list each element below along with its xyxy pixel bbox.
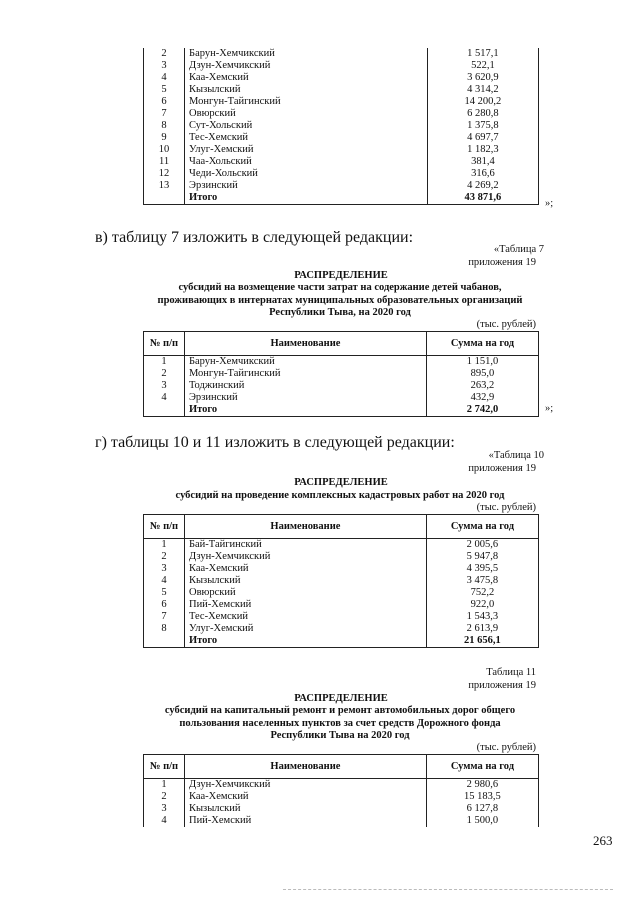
- row-name: Бай-Тайгинский: [184, 539, 426, 552]
- row-number: 2: [144, 48, 185, 60]
- page-number: 263: [593, 833, 613, 848]
- table10-subtitle: [120, 490, 560, 501]
- row-number: 11: [144, 156, 185, 168]
- row-number: 3: [144, 803, 185, 815]
- header-number: № п/п: [144, 332, 185, 356]
- row-sum: 4 697,7: [427, 132, 538, 144]
- table7-subtitle: [120, 282, 560, 320]
- row-number: 2: [144, 791, 185, 803]
- table11-title: РАСПРЕДЕЛЕНИЕ: [294, 693, 388, 704]
- row-number: 6: [144, 96, 185, 108]
- table-row: [144, 180, 539, 192]
- table-row: [144, 551, 539, 563]
- row-number: 2: [144, 368, 185, 380]
- subtitle-line: Республики Тыва на 2020 год: [270, 730, 410, 741]
- table11-label: Таблица 11: [486, 667, 536, 678]
- header-number: № п/п: [144, 755, 185, 779]
- row-sum: 5 947,8: [426, 551, 538, 563]
- row-sum: 2 980,6: [426, 779, 538, 792]
- row-number: 8: [144, 623, 185, 635]
- total-sum: 43 871,6: [427, 192, 538, 205]
- row-number: 1: [144, 779, 185, 792]
- row-name: Кызылский: [184, 803, 426, 815]
- total-row: [144, 404, 539, 417]
- table-row: [144, 563, 539, 575]
- table-row: [144, 108, 539, 120]
- table-body: [144, 48, 539, 192]
- table-row: [144, 392, 539, 404]
- table-row: [144, 84, 539, 96]
- row-name: Каа-Хемский: [184, 791, 426, 803]
- subtitle-line: субсидий на капитальный ремонт и ремонт автомобильных дорог общего: [164, 705, 516, 716]
- table-row: [144, 575, 539, 587]
- table-row: [144, 168, 539, 180]
- row-name: Пий-Хемский: [184, 599, 426, 611]
- row-number: 4: [144, 72, 185, 84]
- subtitle-line: субсидий на возмещение части затрат на содержание детей чабанов,: [178, 282, 502, 293]
- table-row: [144, 72, 539, 84]
- table-row: [144, 599, 539, 611]
- section-g-intro: г) таблицы 10 и 11 изложить в следующей редакции:: [95, 434, 455, 451]
- table-top-continuation: [143, 48, 539, 205]
- row-sum: 2 005,6: [426, 539, 538, 552]
- table7-label: «Таблица 7: [493, 244, 544, 255]
- row-number: 9: [144, 132, 185, 144]
- table-row: [144, 611, 539, 623]
- row-sum: 316,6: [427, 168, 538, 180]
- table-body: [144, 356, 539, 405]
- row-name: Тоджинский: [184, 380, 426, 392]
- row-number: 6: [144, 599, 185, 611]
- row-sum: 1 543,3: [426, 611, 538, 623]
- table-body: [144, 539, 539, 636]
- row-name: Барун-Хемчикский: [184, 356, 426, 369]
- table-row: [144, 539, 539, 552]
- row-number: 7: [144, 611, 185, 623]
- table-row: [144, 156, 539, 168]
- row-sum: 752,2: [426, 587, 538, 599]
- table10-appendix: приложения 19: [468, 463, 536, 474]
- total-label: Итого: [184, 404, 426, 417]
- row-name: Каа-Хемский: [184, 563, 426, 575]
- row-name: Кызылский: [184, 575, 426, 587]
- table-row: [144, 96, 539, 108]
- row-name: Пий-Хемский: [184, 815, 426, 827]
- table-row: [144, 803, 539, 815]
- row-number: 4: [144, 815, 185, 827]
- row-sum: 6 280,8: [427, 108, 538, 120]
- row-sum: 1 517,1: [427, 48, 538, 60]
- subtitle-line: Республики Тыва, на 2020 год: [269, 307, 411, 318]
- total-sum: 2 742,0: [426, 404, 538, 417]
- row-name: Эрзинский: [184, 392, 426, 404]
- header-sum: Сумма на год: [426, 515, 538, 539]
- row-number: 1: [144, 539, 185, 552]
- row-number: 5: [144, 84, 185, 96]
- row-number: 4: [144, 575, 185, 587]
- row-sum: 1 375,8: [427, 120, 538, 132]
- table-header: [144, 515, 539, 539]
- table-10: [143, 514, 539, 648]
- row-sum: 1 151,0: [426, 356, 538, 369]
- header-number: № п/п: [144, 515, 185, 539]
- table-row: [144, 368, 539, 380]
- row-number: 12: [144, 168, 185, 180]
- subtitle-line: пользования населенных пунктов за счет средств Дорожного фонда: [179, 717, 501, 729]
- table11-subtitle: [120, 705, 560, 743]
- header-name: Наименование: [184, 515, 426, 539]
- scan-edge-line: [283, 889, 613, 890]
- row-name: Тес-Хемский: [184, 611, 426, 623]
- row-number: 2: [144, 551, 185, 563]
- row-number: 1: [144, 356, 185, 369]
- row-sum: 1 182,3: [427, 144, 538, 156]
- closing-quote: »;: [545, 403, 554, 414]
- row-sum: 14 200,2: [427, 96, 538, 108]
- header-sum: Сумма на год: [426, 332, 538, 356]
- row-sum: 4 314,2: [427, 84, 538, 96]
- table-row: [144, 60, 539, 72]
- row-sum: 432,9: [426, 392, 538, 404]
- row-sum: 15 183,5: [426, 791, 538, 803]
- row-name: Чеди-Хольский: [185, 168, 428, 180]
- subtitle-line: субсидий на проведение комплексных кадастровых работ на 2020 год: [175, 490, 505, 501]
- header-name: Наименование: [184, 755, 426, 779]
- row-sum: 4 269,2: [427, 180, 538, 192]
- row-name: Сут-Хольский: [185, 120, 428, 132]
- row-name: Овюрский: [184, 587, 426, 599]
- total-row: [144, 192, 539, 205]
- total-row: [144, 635, 539, 648]
- row-sum: 2 613,9: [426, 623, 538, 635]
- row-name: Монгун-Тайгинский: [185, 96, 428, 108]
- row-number: 3: [144, 380, 185, 392]
- row-name: Эрзинский: [185, 180, 428, 192]
- table-header: [144, 332, 539, 356]
- table-row: [144, 48, 539, 60]
- row-number: 7: [144, 108, 185, 120]
- closing-quote: »;: [545, 198, 554, 209]
- row-sum: 4 395,5: [426, 563, 538, 575]
- row-sum: 3 475,8: [426, 575, 538, 587]
- row-number: 3: [144, 563, 185, 575]
- table-row: [144, 791, 539, 803]
- header-name: Наименование: [184, 332, 426, 356]
- row-sum: 1 500,0: [426, 815, 538, 827]
- header-sum: Сумма на год: [426, 755, 538, 779]
- table11-units: (тыс. рублей): [476, 742, 536, 753]
- row-number: 5: [144, 587, 185, 599]
- row-name: Барун-Хемчикский: [185, 48, 428, 60]
- section-v-intro: в) таблицу 7 изложить в следующей редакции:: [95, 229, 414, 246]
- table-row: [144, 132, 539, 144]
- row-number: 10: [144, 144, 185, 156]
- row-number: 3: [144, 60, 185, 72]
- row-sum: 895,0: [426, 368, 538, 380]
- total-label: Итого: [184, 635, 426, 648]
- row-name: Дзун-Хемчикский: [185, 60, 428, 72]
- row-name: Дзун-Хемчикский: [184, 779, 426, 792]
- row-number: 4: [144, 392, 185, 404]
- table-header: [144, 755, 539, 779]
- table-7: [143, 331, 539, 417]
- table10-label: «Таблица 10: [488, 450, 544, 461]
- table-row: [144, 779, 539, 792]
- row-name: Тес-Хемский: [185, 132, 428, 144]
- table-11: [143, 754, 539, 827]
- row-sum: 522,1: [427, 60, 538, 72]
- total-label: Итого: [185, 192, 428, 205]
- total-sum: 21 656,1: [426, 635, 538, 648]
- row-sum: 381,4: [427, 156, 538, 168]
- row-number: 8: [144, 120, 185, 132]
- row-name: Чаа-Хольский: [185, 156, 428, 168]
- row-name: Улуг-Хемский: [184, 623, 426, 635]
- table-row: [144, 587, 539, 599]
- row-name: Дзун-Хемчикский: [184, 551, 426, 563]
- row-name: Овюрский: [185, 108, 428, 120]
- table-row: [144, 144, 539, 156]
- table7-title: РАСПРЕДЕЛЕНИЕ: [294, 270, 388, 281]
- row-name: Монгун-Тайгинский: [184, 368, 426, 380]
- row-number: 13: [144, 180, 185, 192]
- table11-appendix: приложения 19: [468, 680, 536, 691]
- row-name: Кызылский: [185, 84, 428, 96]
- table-row: [144, 623, 539, 635]
- table-row: [144, 815, 539, 827]
- table-row: [144, 380, 539, 392]
- table-row: [144, 120, 539, 132]
- table10-title: РАСПРЕДЕЛЕНИЕ: [294, 477, 388, 488]
- subtitle-line: проживающих в интернатах муниципальных образовательных организаций: [157, 294, 523, 306]
- table7-units: (тыс. рублей): [476, 319, 536, 330]
- row-sum: 922,0: [426, 599, 538, 611]
- row-name: Улуг-Хемский: [185, 144, 428, 156]
- table-body: [144, 779, 539, 828]
- table-row: [144, 356, 539, 369]
- row-name: Каа-Хемский: [185, 72, 428, 84]
- table7-appendix: приложения 19: [468, 257, 536, 268]
- row-sum: 3 620,9: [427, 72, 538, 84]
- row-sum: 6 127,8: [426, 803, 538, 815]
- row-sum: 263,2: [426, 380, 538, 392]
- table10-units: (тыс. рублей): [476, 502, 536, 513]
